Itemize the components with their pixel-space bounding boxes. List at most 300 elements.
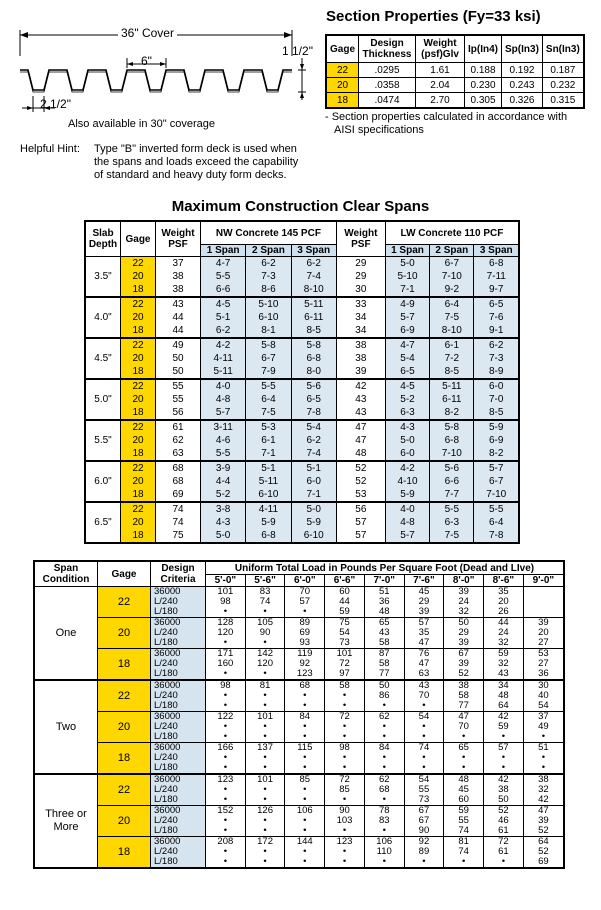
span-value-cell: 53 bbox=[336, 488, 385, 502]
span-value-cell: 38 bbox=[156, 283, 201, 297]
uniform-load-table bbox=[33, 560, 565, 869]
load-value-cell: 62 bbox=[364, 712, 404, 723]
design-criteria-cell: L/180 bbox=[151, 607, 206, 618]
span-value-cell: 4-8 bbox=[201, 393, 246, 406]
span-value-cell: 4-3 bbox=[385, 420, 429, 434]
sp-gage-cell: 18 bbox=[326, 93, 359, 109]
sp-value-cell: 0.326 bbox=[502, 93, 543, 109]
load-value-cell: 47 bbox=[444, 712, 484, 723]
span-value-cell: 6-0 bbox=[291, 475, 336, 488]
span-value-cell: 5-9 bbox=[474, 420, 519, 434]
load-value-cell: 40 bbox=[523, 691, 564, 701]
span-value-cell: 43 bbox=[336, 393, 385, 406]
span-value-cell: 4-0 bbox=[385, 502, 429, 516]
load-value-cell: 69 bbox=[285, 628, 325, 638]
span-value-cell: 4-2 bbox=[201, 338, 246, 352]
load-value-cell: • bbox=[285, 691, 325, 701]
load-value-cell: 76 bbox=[404, 649, 444, 660]
load-value-cell: 59 bbox=[325, 607, 365, 618]
span-gage-cell: 20 bbox=[121, 270, 156, 283]
load-value-cell: 90 bbox=[325, 806, 365, 817]
span-value-cell: 6-5 bbox=[474, 297, 519, 311]
span-value-cell: 29 bbox=[336, 257, 385, 271]
design-criteria-cell: L/240 bbox=[151, 847, 206, 857]
span-value-cell: 5-8 bbox=[246, 338, 291, 352]
span-value-cell: 7-5 bbox=[430, 529, 474, 543]
load-value-cell: 39 bbox=[523, 816, 564, 826]
load-value-cell: 68 bbox=[364, 785, 404, 795]
load-value-cell: 47 bbox=[523, 806, 564, 817]
span-value-cell: 7-3 bbox=[246, 270, 291, 283]
depth-label: 1 1/2" bbox=[282, 44, 313, 58]
span-value-cell: 57 bbox=[336, 516, 385, 529]
load-value-cell: 90 bbox=[245, 628, 285, 638]
load-value-cell: 45 bbox=[404, 587, 444, 598]
span-value-cell: 4-5 bbox=[201, 297, 246, 311]
load-value-cell: • bbox=[364, 857, 404, 868]
sp-value-cell: 2.70 bbox=[416, 93, 465, 109]
span-value-cell: 55 bbox=[156, 393, 201, 406]
sp-value-cell: 1.61 bbox=[416, 63, 465, 78]
load-value-cell: 64 bbox=[523, 837, 564, 848]
design-criteria-cell: 36000 bbox=[151, 806, 206, 817]
load-value-cell: 65 bbox=[444, 743, 484, 754]
span-condition-cell: One bbox=[34, 587, 98, 681]
load-value-cell: • bbox=[245, 638, 285, 649]
load-value-cell: 60 bbox=[444, 795, 484, 806]
load-value-cell: 29 bbox=[444, 628, 484, 638]
load-value-cell: • bbox=[364, 732, 404, 743]
load-value-cell: 105 bbox=[245, 618, 285, 629]
load-value-cell: • bbox=[325, 847, 365, 857]
load-value-cell: 65 bbox=[364, 618, 404, 629]
h-span-length: 6'-6" bbox=[325, 575, 365, 587]
sp-value-cell: .0474 bbox=[359, 93, 416, 109]
design-criteria-cell: L/180 bbox=[151, 826, 206, 837]
load-row bbox=[34, 649, 564, 660]
load-value-cell: 72 bbox=[484, 837, 524, 848]
load-value-cell: 51 bbox=[364, 587, 404, 598]
design-criteria-cell: 36000 bbox=[151, 618, 206, 629]
sp-header-row bbox=[326, 35, 584, 63]
load-value-cell: 20 bbox=[523, 628, 564, 638]
span-value-cell: 7-5 bbox=[246, 406, 291, 420]
load-value-cell: 48 bbox=[364, 607, 404, 618]
design-criteria-cell: L/180 bbox=[151, 669, 206, 680]
load-value-cell: 171 bbox=[206, 649, 246, 660]
span-value-cell: 38 bbox=[336, 338, 385, 352]
load-gage-cell: 20 bbox=[98, 806, 151, 837]
load-value-cell: • bbox=[325, 722, 365, 732]
span-value-cell: 68 bbox=[156, 461, 201, 475]
span-value-cell: 55 bbox=[156, 379, 201, 393]
slab-depth-cell: 6.0" bbox=[85, 461, 121, 502]
load-value-cell: • bbox=[444, 857, 484, 868]
h-lw-2span: 2 Span bbox=[430, 245, 474, 257]
load-value-cell: 106 bbox=[285, 806, 325, 817]
load-value-cell: • bbox=[285, 701, 325, 712]
load-value-cell: • bbox=[245, 701, 285, 712]
h-span-condition: Span Condition bbox=[34, 561, 98, 587]
load-value-cell: • bbox=[245, 732, 285, 743]
load-value-cell: 52 bbox=[523, 847, 564, 857]
load-value-cell: • bbox=[444, 763, 484, 774]
load-value-cell: 52 bbox=[523, 826, 564, 837]
span-row bbox=[85, 379, 519, 393]
load-value-cell: 54 bbox=[523, 701, 564, 712]
load-value-cell: 67 bbox=[444, 649, 484, 660]
load-value-cell: 128 bbox=[206, 618, 246, 629]
span-row bbox=[85, 257, 519, 271]
sp-value-cell: 0.188 bbox=[465, 63, 502, 78]
h-load-gage: Gage bbox=[98, 561, 151, 587]
h-nw-2span: 2 Span bbox=[246, 245, 291, 257]
load-value-cell: 43 bbox=[404, 680, 444, 691]
sp-value-cell: 0.187 bbox=[542, 63, 583, 78]
span-value-cell: 38 bbox=[336, 352, 385, 365]
span-value-cell: 4-8 bbox=[385, 516, 429, 529]
h-span-length: 7'-6" bbox=[404, 575, 444, 587]
load-value-cell: 90 bbox=[404, 826, 444, 837]
span-value-cell: 4-9 bbox=[385, 297, 429, 311]
span-gage-cell: 18 bbox=[121, 529, 156, 543]
span-value-cell: 74 bbox=[156, 502, 201, 516]
span-value-cell: 8-5 bbox=[474, 406, 519, 420]
span-value-cell: 5-9 bbox=[291, 516, 336, 529]
load-gage-cell: 20 bbox=[98, 712, 151, 743]
load-value-cell: 87 bbox=[364, 649, 404, 660]
span-value-cell: 6-7 bbox=[474, 475, 519, 488]
load-value-cell: • bbox=[245, 857, 285, 868]
load-value-cell: • bbox=[285, 816, 325, 826]
design-criteria-cell: L/240 bbox=[151, 659, 206, 669]
load-value-cell: • bbox=[523, 763, 564, 774]
span-value-cell: 4-11 bbox=[246, 502, 291, 516]
load-value-cell: • bbox=[484, 763, 524, 774]
load-value-cell: • bbox=[404, 753, 444, 763]
load-value-cell: 86 bbox=[364, 691, 404, 701]
span-value-cell: 30 bbox=[336, 283, 385, 297]
load-value-cell: • bbox=[285, 857, 325, 868]
span-value-cell: 29 bbox=[336, 270, 385, 283]
h-nw-concrete: NW Concrete 145 PCF bbox=[201, 221, 337, 245]
span-value-cell: 7-0 bbox=[474, 393, 519, 406]
load-value-cell: 44 bbox=[325, 597, 365, 607]
span-value-cell: 8-1 bbox=[246, 324, 291, 338]
design-criteria-cell: L/240 bbox=[151, 722, 206, 732]
load-value-cell: 47 bbox=[404, 659, 444, 669]
load-value-cell: • bbox=[364, 763, 404, 774]
design-criteria-cell: 36000 bbox=[151, 712, 206, 723]
load-gage-cell: 20 bbox=[98, 618, 151, 649]
h-design-criteria: Design Criteria bbox=[151, 561, 206, 587]
load-gage-cell: 18 bbox=[98, 743, 151, 775]
sp-value-cell: 0.192 bbox=[502, 63, 543, 78]
span-gage-cell: 18 bbox=[121, 324, 156, 338]
load-value-cell: 30 bbox=[523, 680, 564, 691]
span-value-cell: 6-8 bbox=[474, 257, 519, 271]
span-value-cell: 4-10 bbox=[385, 475, 429, 488]
load-value-cell: • bbox=[206, 816, 246, 826]
span-value-cell: 6-11 bbox=[291, 311, 336, 324]
h-span-length: 6'-0" bbox=[285, 575, 325, 587]
load-value-cell: 50 bbox=[364, 680, 404, 691]
load-value-cell: 39 bbox=[444, 659, 484, 669]
load-value-cell: 101 bbox=[206, 587, 246, 598]
span-value-cell: 43 bbox=[156, 297, 201, 311]
load-row bbox=[34, 774, 564, 785]
span-value-cell: 68 bbox=[156, 475, 201, 488]
load-value-cell: • bbox=[285, 607, 325, 618]
load-value-cell: 46 bbox=[484, 816, 524, 826]
span-value-cell: 44 bbox=[156, 311, 201, 324]
load-value-cell: 50 bbox=[484, 795, 524, 806]
load-value-cell: 74 bbox=[444, 826, 484, 837]
sp-header-weight: Weight (psf)Glv bbox=[416, 35, 465, 63]
span-value-cell: 5-0 bbox=[385, 257, 429, 271]
span-value-cell: 6-9 bbox=[474, 434, 519, 447]
span-value-cell: 5-5 bbox=[201, 270, 246, 283]
span-value-cell: 5-7 bbox=[474, 461, 519, 475]
load-value-cell: 24 bbox=[444, 597, 484, 607]
span-value-cell: 74 bbox=[156, 516, 201, 529]
load-value-cell: 58 bbox=[325, 680, 365, 691]
span-value-cell: 5-1 bbox=[291, 461, 336, 475]
load-row bbox=[34, 618, 564, 629]
span-value-cell: 8-2 bbox=[474, 447, 519, 461]
span-value-cell: 8-5 bbox=[430, 365, 474, 379]
span-value-cell: 7-1 bbox=[385, 283, 429, 297]
span-row bbox=[85, 324, 519, 338]
span-value-cell: 49 bbox=[156, 338, 201, 352]
span-value-cell: 4-7 bbox=[385, 338, 429, 352]
load-value-cell: • bbox=[245, 795, 285, 806]
load-value-cell: 120 bbox=[245, 659, 285, 669]
load-value-cell: 68 bbox=[285, 680, 325, 691]
span-row bbox=[85, 270, 519, 283]
slab-depth-cell: 5.0" bbox=[85, 379, 121, 420]
span-value-cell: 44 bbox=[156, 324, 201, 338]
load-value-cell: 60 bbox=[325, 587, 365, 598]
span-value-cell: 5-8 bbox=[291, 338, 336, 352]
span-value-cell: 6-2 bbox=[246, 257, 291, 271]
span-value-cell: 57 bbox=[336, 529, 385, 543]
load-value-cell: • bbox=[364, 701, 404, 712]
load-value-cell: 69 bbox=[523, 857, 564, 868]
span-value-cell: 5-6 bbox=[430, 461, 474, 475]
h-span-length: 7'-0" bbox=[364, 575, 404, 587]
h-slab-depth: Slab Depth bbox=[85, 221, 121, 257]
span-value-cell: 5-7 bbox=[385, 311, 429, 324]
design-criteria-cell: L/180 bbox=[151, 638, 206, 649]
sp-gage-cell: 22 bbox=[326, 63, 359, 78]
span-value-cell: 7-7 bbox=[430, 488, 474, 502]
span-value-cell: 5-0 bbox=[291, 502, 336, 516]
span-row bbox=[85, 461, 519, 475]
load-value-cell: • bbox=[285, 785, 325, 795]
load-value-cell: • bbox=[206, 669, 246, 680]
design-criteria-cell: 36000 bbox=[151, 680, 206, 691]
load-gage-cell: 22 bbox=[98, 680, 151, 712]
span-value-cell: 4-11 bbox=[201, 352, 246, 365]
span-value-cell: 5-7 bbox=[385, 529, 429, 543]
span-value-cell: 34 bbox=[336, 324, 385, 338]
cover-label: 36" Cover bbox=[118, 26, 177, 40]
load-value-cell: 59 bbox=[444, 806, 484, 817]
load-value-cell: 52 bbox=[444, 669, 484, 680]
sp-note-line2: AISI specifications bbox=[334, 124, 424, 136]
load-value-cell: 58 bbox=[444, 691, 484, 701]
load-value-cell: • bbox=[285, 732, 325, 743]
sp-gage-cell: 20 bbox=[326, 78, 359, 93]
load-value-cell: • bbox=[206, 638, 246, 649]
span-value-cell: 5-5 bbox=[201, 447, 246, 461]
load-value-cell: 57 bbox=[484, 743, 524, 754]
load-value-cell: 70 bbox=[404, 691, 444, 701]
load-value-cell: • bbox=[285, 795, 325, 806]
span-value-cell: 7-3 bbox=[474, 352, 519, 365]
load-value-cell: 49 bbox=[523, 722, 564, 732]
span-value-cell: 7-4 bbox=[291, 270, 336, 283]
span-value-cell: 8-0 bbox=[291, 365, 336, 379]
load-value-cell: 36 bbox=[523, 669, 564, 680]
h-lw-1span: 1 Span bbox=[385, 245, 429, 257]
span-value-cell: 7-6 bbox=[474, 311, 519, 324]
load-value-cell: 81 bbox=[444, 837, 484, 848]
span-value-cell: 63 bbox=[156, 447, 201, 461]
load-value-cell: 120 bbox=[206, 628, 246, 638]
span-value-cell: 5-1 bbox=[246, 461, 291, 475]
slab-depth-cell: 5.5" bbox=[85, 420, 121, 461]
load-gage-cell: 18 bbox=[98, 837, 151, 869]
sp-value-cell: 0.305 bbox=[465, 93, 502, 109]
load-value-cell: • bbox=[325, 691, 365, 701]
h-span-length: 8'-6" bbox=[484, 575, 524, 587]
span-value-cell: 6-2 bbox=[201, 324, 246, 338]
span-gage-cell: 18 bbox=[121, 283, 156, 297]
slab-depth-cell: 4.5" bbox=[85, 338, 121, 379]
span-value-cell: 38 bbox=[156, 270, 201, 283]
load-value-cell: 72 bbox=[325, 712, 365, 723]
load-value-cell: • bbox=[404, 722, 444, 732]
load-value-cell: 74 bbox=[404, 743, 444, 754]
hint-text: Type "B" inverted form deck is used when the spans and loads exceed the capability of standard and heavy duty form decks. bbox=[94, 143, 299, 181]
load-value-cell: 208 bbox=[206, 837, 246, 848]
span-row bbox=[85, 297, 519, 311]
span-value-cell: 61 bbox=[156, 420, 201, 434]
span-row bbox=[85, 393, 519, 406]
load-value-cell: 44 bbox=[484, 618, 524, 629]
load-value-cell: 77 bbox=[364, 669, 404, 680]
load-value-cell: 75 bbox=[325, 618, 365, 629]
load-value-cell: 35 bbox=[484, 587, 524, 598]
span-value-cell: 47 bbox=[336, 434, 385, 447]
load-value-cell: 101 bbox=[325, 649, 365, 660]
span-gage-cell: 18 bbox=[121, 488, 156, 502]
load-value-cell: 83 bbox=[245, 587, 285, 598]
load-value-cell: • bbox=[206, 701, 246, 712]
load-value-cell: • bbox=[325, 753, 365, 763]
sp-header-thickness: Design Thickness bbox=[359, 35, 416, 63]
load-value-cell: 98 bbox=[206, 597, 246, 607]
span-value-cell: 6-0 bbox=[474, 379, 519, 393]
span-value-cell: 7-9 bbox=[246, 365, 291, 379]
span-value-cell: 52 bbox=[336, 475, 385, 488]
slab-depth-cell: 6.5" bbox=[85, 502, 121, 543]
load-value-cell: 74 bbox=[245, 597, 285, 607]
load-value-cell: 103 bbox=[325, 816, 365, 826]
span-value-cell: 7-10 bbox=[474, 488, 519, 502]
load-value-cell: 36 bbox=[364, 597, 404, 607]
span-value-cell: 6-1 bbox=[246, 434, 291, 447]
load-value-cell: 39 bbox=[404, 607, 444, 618]
load-value-cell: 115 bbox=[285, 743, 325, 754]
span-value-cell: 3-8 bbox=[201, 502, 246, 516]
sp-header-gage: Gage bbox=[326, 35, 359, 63]
load-value-cell: 142 bbox=[245, 649, 285, 660]
span-value-cell: 5-7 bbox=[201, 406, 246, 420]
load-value-cell: • bbox=[404, 857, 444, 868]
load-value-cell: 106 bbox=[364, 837, 404, 848]
load-value-cell: 92 bbox=[404, 837, 444, 848]
span-gage-cell: 22 bbox=[121, 461, 156, 475]
span-value-cell: 4-6 bbox=[201, 434, 246, 447]
span-value-cell: 7-10 bbox=[430, 447, 474, 461]
span-row bbox=[85, 311, 519, 324]
load-value-cell: • bbox=[285, 722, 325, 732]
load-value-cell: 42 bbox=[523, 795, 564, 806]
load-value-cell: 101 bbox=[245, 774, 285, 785]
span-value-cell: 6-2 bbox=[474, 338, 519, 352]
span-row bbox=[85, 516, 519, 529]
load-value-cell: 119 bbox=[285, 649, 325, 660]
load-value-cell: 43 bbox=[484, 669, 524, 680]
span-row bbox=[85, 352, 519, 365]
h-span-length: 9'-0" bbox=[523, 575, 564, 587]
load-value-cell: • bbox=[245, 722, 285, 732]
span-value-cell: 6-4 bbox=[474, 516, 519, 529]
load-gage-cell: 22 bbox=[98, 587, 151, 618]
load-value-cell: • bbox=[523, 753, 564, 763]
load-value-cell: • bbox=[206, 857, 246, 868]
span-value-cell: 6-6 bbox=[430, 475, 474, 488]
h-weight-nw: Weight PSF bbox=[156, 221, 201, 257]
load-value-cell: • bbox=[404, 732, 444, 743]
design-criteria-cell: 36000 bbox=[151, 837, 206, 848]
slab-depth-cell: 4.0" bbox=[85, 297, 121, 338]
span-value-cell: 7-5 bbox=[430, 311, 474, 324]
span-gage-cell: 22 bbox=[121, 420, 156, 434]
load-value-cell: 85 bbox=[325, 785, 365, 795]
load-value-cell: • bbox=[245, 847, 285, 857]
load-value-cell: 89 bbox=[404, 847, 444, 857]
design-criteria-cell: 36000 bbox=[151, 743, 206, 754]
span-row bbox=[85, 488, 519, 502]
span-value-cell: 5-5 bbox=[246, 379, 291, 393]
load-value-cell: 59 bbox=[484, 649, 524, 660]
sp-header-sn: Sn(In3) bbox=[542, 35, 583, 63]
load-row bbox=[34, 743, 564, 754]
load-value-cell: 42 bbox=[484, 774, 524, 785]
span-condition-cell: Two bbox=[34, 680, 98, 774]
span-value-cell: 39 bbox=[336, 365, 385, 379]
design-criteria-cell: L/240 bbox=[151, 628, 206, 638]
max-spans-title: Maximum Construction Clear Spans bbox=[171, 198, 430, 215]
span-value-cell: 7-1 bbox=[291, 488, 336, 502]
load-row bbox=[34, 712, 564, 723]
load-value-cell: • bbox=[325, 795, 365, 806]
load-value-cell: 42 bbox=[484, 712, 524, 723]
